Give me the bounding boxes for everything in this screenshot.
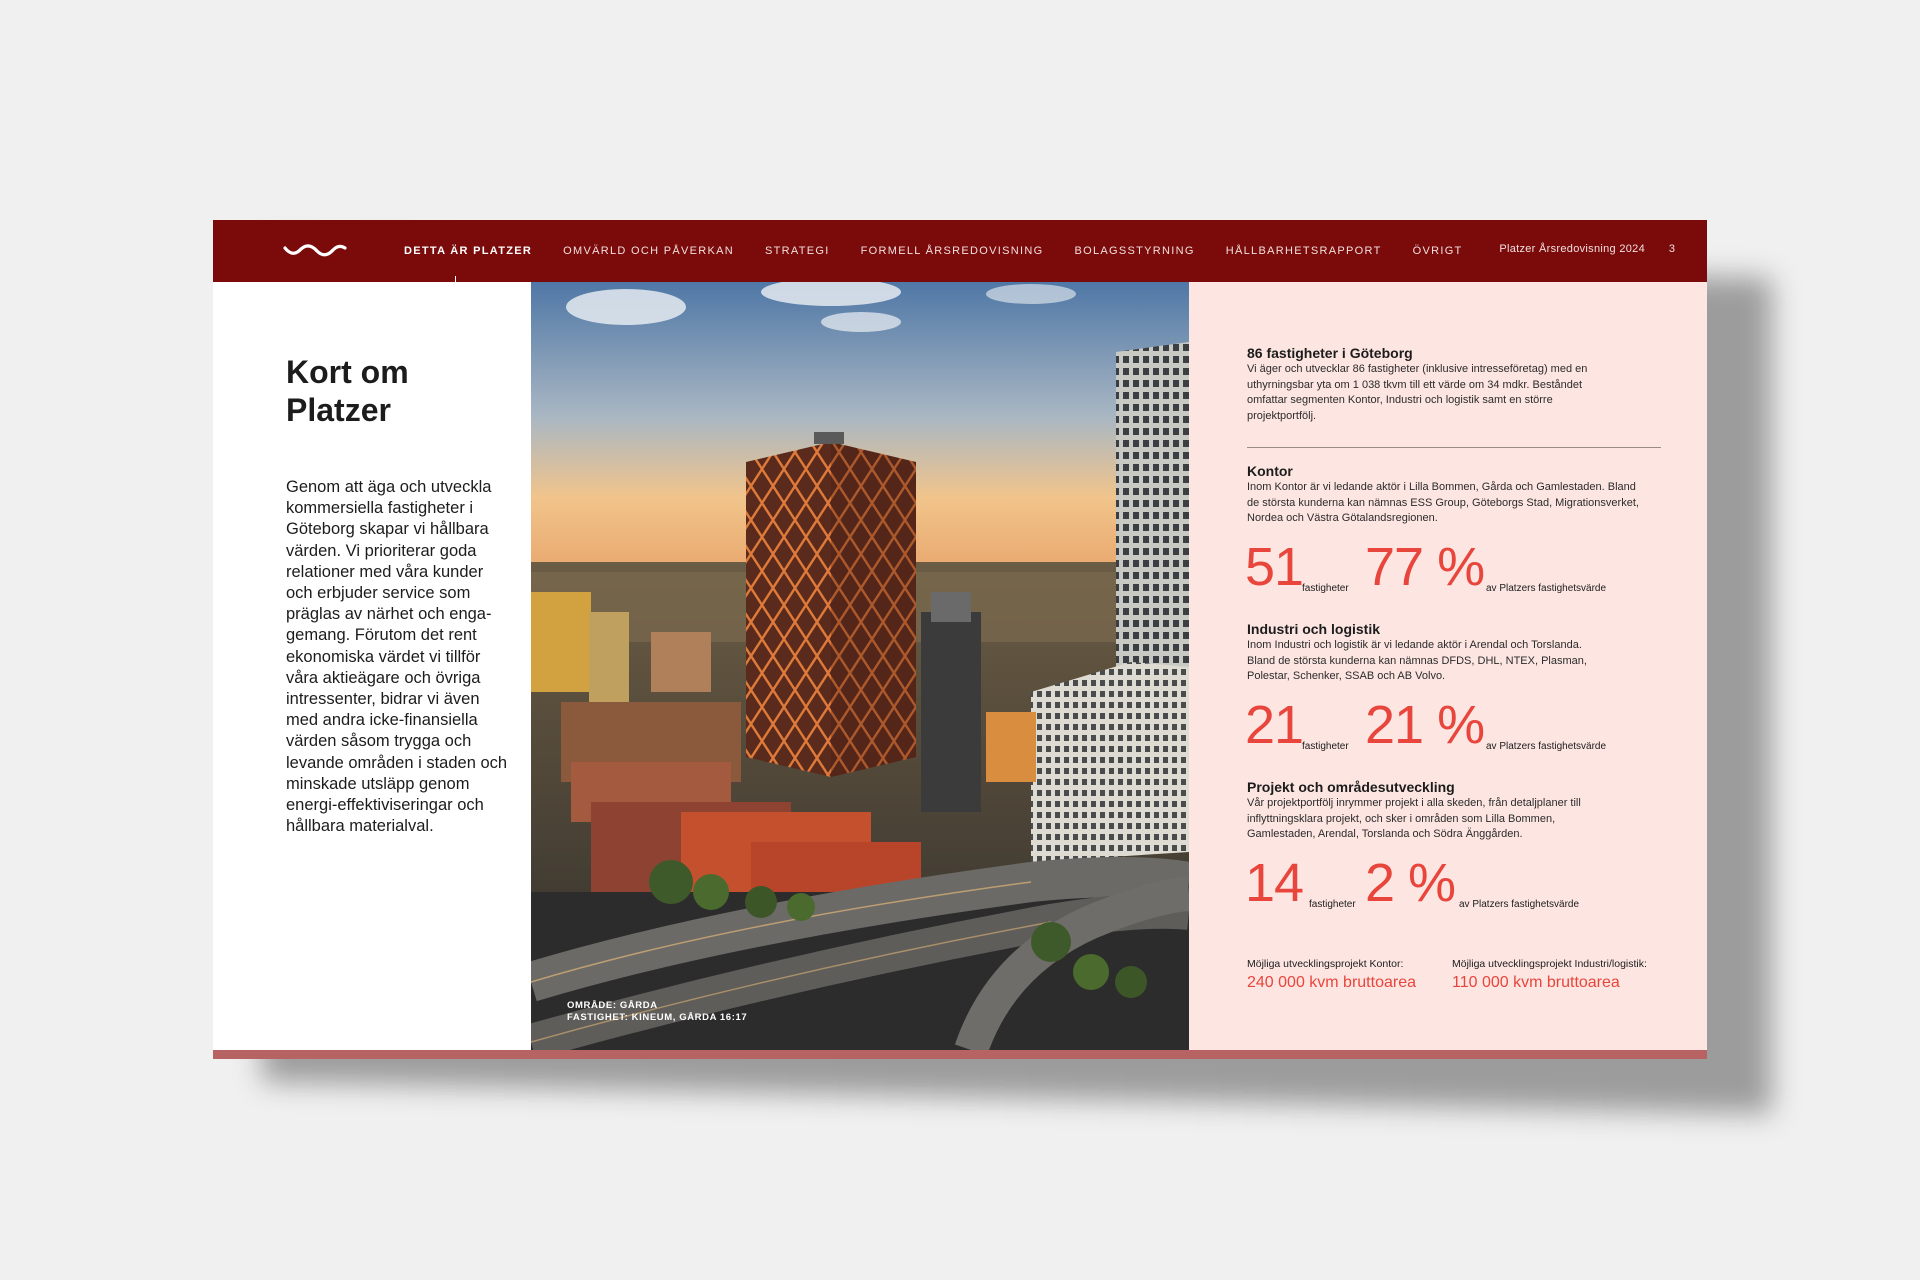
nav-item-bolagsstyrning[interactable]: BOLAGSSTYRNING bbox=[1074, 245, 1195, 257]
dev-kontor-label: Möjliga utvecklingsprojekt Kontor: bbox=[1247, 958, 1404, 970]
nav-item-ovrigt[interactable]: ÖVRIGT bbox=[1412, 245, 1463, 257]
facts-panel bbox=[1189, 282, 1707, 1050]
dev-industri-label: Möjliga utvecklingsprojekt Industri/logistik: bbox=[1452, 958, 1647, 970]
projekt-share: 2 % bbox=[1365, 853, 1456, 913]
photo-caption bbox=[567, 1000, 747, 1024]
kontor-count: 51 bbox=[1245, 537, 1304, 597]
top-navigation-bar bbox=[213, 220, 1707, 282]
city-photo bbox=[531, 282, 1189, 1050]
page-title: Kort om Platzer bbox=[286, 354, 409, 428]
projekt-count: 14 bbox=[1245, 853, 1304, 913]
gothenburg-skyline-image bbox=[531, 282, 1189, 1050]
nav-item-formell-arsredovisning[interactable]: FORMELL ÅRSREDOVISNING bbox=[860, 245, 1044, 257]
nav-item-hallbarhetsrapport[interactable]: HÅLLBARHETSRAPPORT bbox=[1225, 245, 1382, 257]
industri-count-label: fastigheter bbox=[1302, 741, 1349, 752]
caption-area: OMRÅDE: GÅRDA bbox=[567, 1000, 658, 1011]
nav-item-detta-ar-platzer[interactable]: DETTA ÄR PLATZER bbox=[404, 245, 533, 257]
dev-kontor-value: 240 000 kvm bruttoarea bbox=[1247, 974, 1416, 991]
segment-kontor-heading: Kontor bbox=[1247, 463, 1293, 479]
segment-projekt-heading: Projekt och områdesutveckling bbox=[1247, 779, 1455, 795]
segment-projekt-text: Vår projektportfölj inrymmer projekt i alla skeden, från detaljplaner till inflyttningsklara projekt, och sker i områden som Lilla Bommen, Gamlestaden, Arendal, Torslanda och Södra Änggården. bbox=[1247, 797, 1581, 840]
segment-kontor-text: Inom Kontor är vi ledande aktör i Lilla Bommen, Gårda och Gamlestaden. Bland de största kunderna kan nämnas ESS Group, Göteborgs Stad, Migrationsverket, Nordea och Västra Götalandsregionen. bbox=[1247, 481, 1639, 524]
section-divider bbox=[1247, 447, 1661, 448]
segment-industri-heading: Industri och logistik bbox=[1247, 621, 1381, 637]
segment-industri-text: Inom Industri och logistik är vi ledande aktör i Arendal och Torslanda. Bland de största kunderna kan nämnas DFDS, DHL, NTEX, Plasman, Polestar, Schenker, SSAB och AB Volvo. bbox=[1247, 639, 1587, 682]
industri-share: 21 % bbox=[1365, 695, 1485, 755]
intro-text: Genom att äga och utveckla kommersiella fastigheter i Göteborg skapar vi hållbara värden. Vi prioriterar goda relationer med våra kunder och erbjuder service som präglas av närhet och engagemang. Förutom det rent ekonomiska värdet vi tillför våra aktieägare och övriga intressenter, bidrar vi även med andra icke-finansiella värden såsom trygga och levande områden i staden och minskade utsläpp genom energi-effektiviseringar och hållbara materialval. bbox=[286, 478, 508, 836]
industri-share-label: av Platzers fastighetsvärde bbox=[1486, 741, 1607, 752]
dev-industri-value: 110 000 kvm bruttoarea bbox=[1452, 974, 1620, 991]
kontor-count-label: fastigheter bbox=[1302, 583, 1349, 594]
industri-count: 21 bbox=[1245, 695, 1304, 755]
main-nav bbox=[404, 220, 1494, 282]
overview-text: Vi äger och utvecklar 86 fastigheter (inklusive intresseföretag) med en uthyrningsbar yta om 1 038 tkvm till ett värde om 34 mdkr. Beståndet omfattar segmenten Kontor, Industri och logistik samt en större projektportfölj. bbox=[1247, 363, 1588, 422]
kontor-share: 77 % bbox=[1365, 537, 1485, 597]
overview-heading: 86 fastigheter i Göteborg bbox=[1247, 345, 1413, 361]
report-page bbox=[213, 220, 1707, 1059]
page-number: 3 bbox=[1668, 243, 1675, 255]
intro-column bbox=[213, 282, 531, 1050]
projekt-share-label: av Platzers fastighetsvärde bbox=[1459, 899, 1580, 910]
platzer-logo-icon[interactable] bbox=[283, 242, 347, 260]
nav-item-strategi[interactable]: STRATEGI bbox=[765, 245, 830, 257]
caption-property: FASTIGHET: KINEUM, GÅRDA 16:17 bbox=[567, 1012, 748, 1023]
report-title: Platzer Årsredovisning 2024 bbox=[1499, 243, 1645, 255]
bottom-accent-bar bbox=[213, 1050, 1707, 1059]
projekt-count-label: fastigheter bbox=[1309, 899, 1356, 910]
kontor-share-label: av Platzers fastighetsvärde bbox=[1486, 583, 1607, 594]
nav-item-omvarld-och-paverkan[interactable]: OMVÄRLD OCH PÅVERKAN bbox=[563, 245, 735, 257]
